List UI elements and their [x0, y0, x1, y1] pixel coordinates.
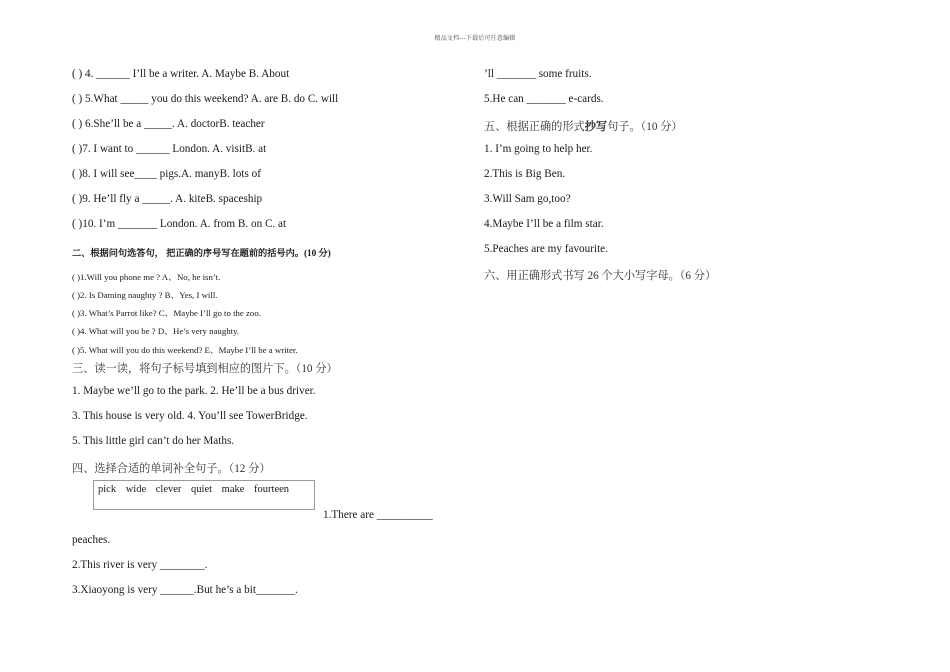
word-bank-item: quiet — [191, 484, 213, 495]
section2-item-1: ( )1.Will you phone me ? A、No, he isn’t. — [72, 272, 221, 282]
choice-question-9: ( )9. He’ll fly a _____. A. kiteB. spaceship — [72, 193, 263, 205]
word-bank-box — [93, 480, 315, 510]
section5-sentence-2: 2.This is Big Ben. — [484, 168, 566, 180]
section4-title: 四、选择合适的单词补全句子。（12 分） — [72, 463, 271, 475]
choice-question-10: ( )10. I’m _______ London. A. from B. on C. at — [72, 218, 287, 230]
section5-sentence-1: 1. I’m going to help her. — [484, 143, 593, 155]
section4-question-3: 3.Xiaoyong is very ______.But he’s a bit_______. — [72, 584, 298, 596]
choice-question-8: ( )8. I will see____ pigs.A. manyB. lots of — [72, 168, 261, 180]
page-header: 精品文档---下载后可任意编辑 — [434, 36, 516, 42]
fill-question-5: 5.He can _______ e-cards. — [484, 93, 604, 105]
section5-title: 五、根据正确的形式抄写句子。（10 分） — [484, 121, 683, 133]
section4-question-2: 2.This river is very ________. — [72, 559, 208, 571]
choice-question-4: ( ) 4. ______ I’ll be a writer. A. Maybe B. About — [72, 68, 290, 80]
fill-line-continued: ’ll _______ some fruits. — [484, 68, 592, 80]
section2-item-2: ( )2. Is Daming naughty ? B、Yes, I will. — [72, 290, 218, 300]
section4-question-1-continued: peaches. — [72, 534, 111, 546]
section5-sentence-4: 4.Maybe I’ll be a film star. — [484, 218, 604, 230]
word-bank-item: clever — [155, 484, 182, 495]
section3-line-1: 1. Maybe we’ll go to the park. 2. He’ll be a bus driver. — [72, 385, 316, 397]
word-bank-item: fourteen — [254, 484, 290, 495]
word-bank-item: make — [221, 484, 245, 495]
section3-line-2: 3. This house is very old. 4. You’ll see TowerBridge. — [72, 410, 308, 422]
choice-question-5: ( ) 5.What _____ you do this weekend? A. are B. do C. will — [72, 93, 339, 105]
choice-question-6: ( ) 6.She’ll be a _____. A. doctorB. teacher — [72, 118, 265, 130]
section3-line-3: 5. This little girl can’t do her Maths. — [72, 435, 235, 447]
section2-item-5: ( )5. What will you do this weekend? E、Maybe I’ll be a writer. — [72, 345, 298, 355]
section4-question-1: 1.There are __________ — [323, 509, 433, 521]
word-bank-item: pick — [98, 484, 117, 495]
section2-item-3: ( )3. What’s Parrot like? C、Maybe I’ll go to the zoo. — [72, 308, 261, 318]
word-bank-item: wide — [125, 484, 147, 495]
section3-title: 三、读一读，将句子标号填到相应的图片下。（10 分） — [72, 363, 338, 375]
choice-question-7: ( )7. I want to ______ London. A. visitB. at — [72, 143, 267, 155]
section2-title: 二、根据问句选答句， 把正确的序号写在题前的括号内。(10 分) — [72, 248, 331, 258]
section5-sentence-3: 3.Will Sam go,too? — [484, 193, 571, 205]
section2-item-4: ( )4. What will you be ? D、He’s very naughty. — [72, 326, 240, 336]
section6-title: 六、用正确形式书写 26 个大小写字母。（6 分） — [484, 270, 717, 282]
section5-sentence-5: 5.Peaches are my favourite. — [484, 243, 608, 255]
